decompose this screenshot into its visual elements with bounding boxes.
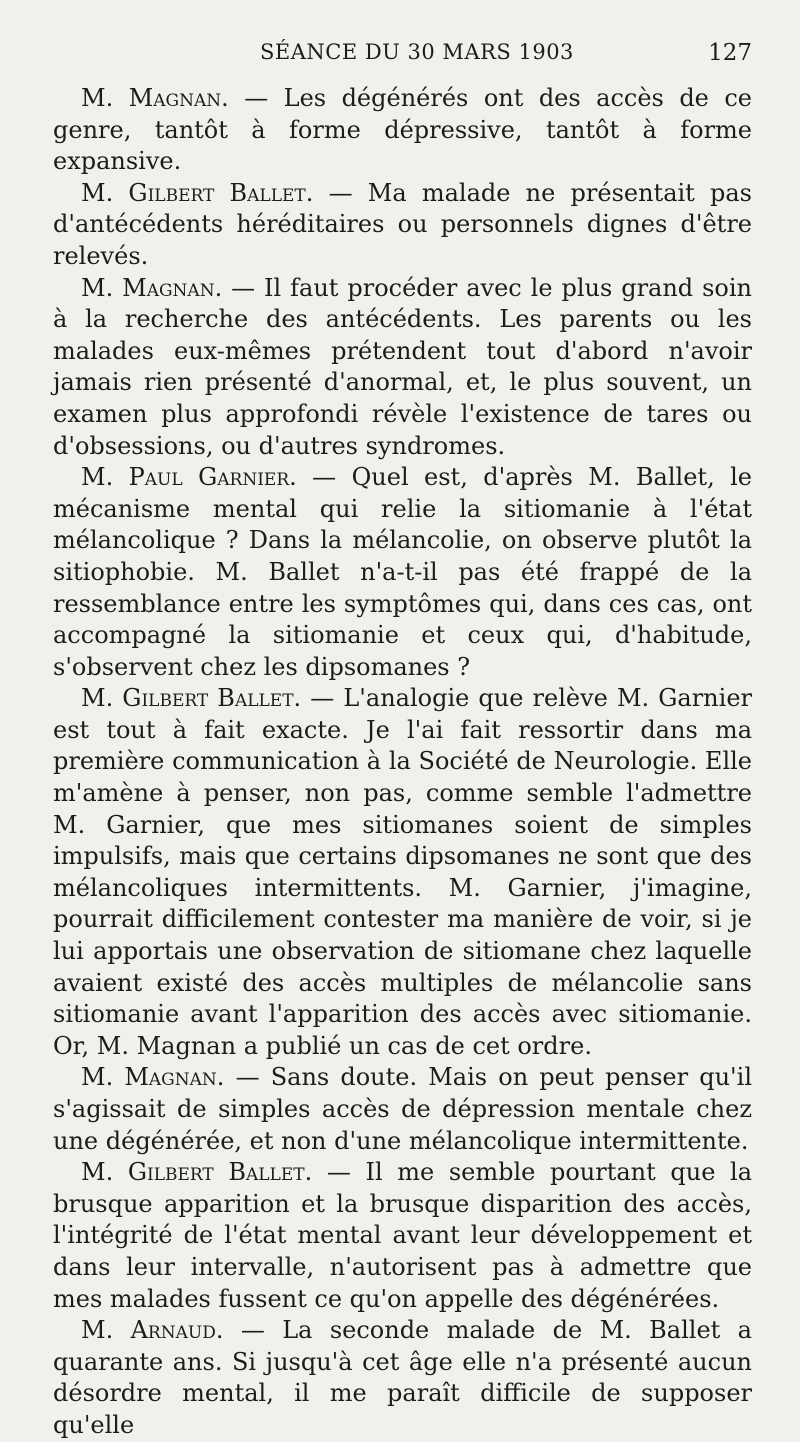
speaker-name: M. Magnan.	[81, 1063, 225, 1092]
speaker-name: M. Paul Garnier.	[81, 463, 297, 492]
paragraph	[53, 462, 752, 683]
body-text	[53, 83, 752, 1442]
paragraph	[53, 273, 752, 463]
paragraph	[53, 1062, 752, 1157]
paragraph	[53, 83, 752, 178]
paragraph-text: — La seconde malade de M. Ballet a quarante ans. Si jusqu'à cet âge elle n'a présenté aucun désordre mental, il me paraît difficile de supposer qu'elle	[53, 1316, 752, 1439]
paragraph-text: — Sans doute. Mais on peut penser qu'il s'agissait de simples accès de dépression mentale chez une dégénérée, et non d'une mélancolique intermittente.	[53, 1063, 753, 1155]
page-header	[60, 40, 752, 76]
paragraph-text: — Ma malade ne présentait pas d'antécédents héréditaires ou personnels dignes d'être relevés.	[53, 178, 752, 270]
paragraph	[53, 178, 752, 273]
paragraph	[53, 1157, 752, 1315]
paragraph	[53, 1315, 752, 1441]
speaker-name: M. Gilbert Ballet.	[81, 684, 302, 713]
speaker-name: M. Gilbert Ballet.	[81, 178, 314, 207]
speaker-name: M. Gilbert Ballet.	[81, 1158, 313, 1187]
paragraph-text: — Quel est, d'après M. Ballet, le mécanisme mental qui relie la sitiomanie à l'état mélancolique ? Dans la mélancolie, on observe plutôt la sitiophobie. M. Ballet n'a-t-il pas été frappé de la ressemblance entre les symptômes qui, dans ces cas, ont accompagné la sitiomanie et ceux qui, d'habitude, s'observent chez les dipsomanes ?	[53, 463, 752, 681]
page-number: 127	[708, 40, 752, 66]
paragraph-text: — Il faut procéder avec le plus grand soin à la recherche des antécédents. Les parents ou les malades eux-mêmes prétendent tout d'abord n'avoir jamais rien présenté d'anormal, et, le plus souvent, un examen plus approfondi révèle l'existence de tares ou d'obsessions, ou d'autres syndromes.	[53, 273, 752, 460]
paragraph	[53, 683, 752, 1062]
speaker-name: M. Magnan.	[81, 273, 223, 302]
running-title: SÉANCE DU 30 MARS 1903	[260, 40, 574, 64]
paragraph-text: — L'analogie que relève M. Garnier est tout à fait exacte. Je l'ai fait ressortir dans ma première communication à la Société de Neurologie. Elle m'amène à penser, non pas, comme semble l'admettre M. Garnier, que mes sitiomanes soient de simples impulsifs, mais que certains dipsomanes ne sont que des mélancoliques intermittents. M. Garnier, j'imagine, pourrait difficilement contester ma manière de voir, si je lui apportais une observation de sitiomane chez laquelle avaient existé des accès multiples de mélancolie sans sitiomanie avant l'apparition des accès avec sitiomanie. Or, M. Magnan a publié un cas de cet ordre.	[53, 684, 752, 1060]
paragraph-text: — Il me semble pourtant que la brusque apparition et la brusque disparition des accès, l'intégrité de l'état mental avant leur développement et dans leur intervalle, n'autorisent pas à admettre que mes malades fussent ce qu'on appelle des dégénérées.	[53, 1158, 753, 1313]
speaker-name: M. Magnan.	[81, 84, 229, 112]
paragraph-text: — Les dégénérés ont des accès de ce genre, tantôt à forme dépressive, tantôt à forme expansive.	[53, 84, 752, 176]
speaker-name: M. Arnaud.	[81, 1316, 224, 1345]
